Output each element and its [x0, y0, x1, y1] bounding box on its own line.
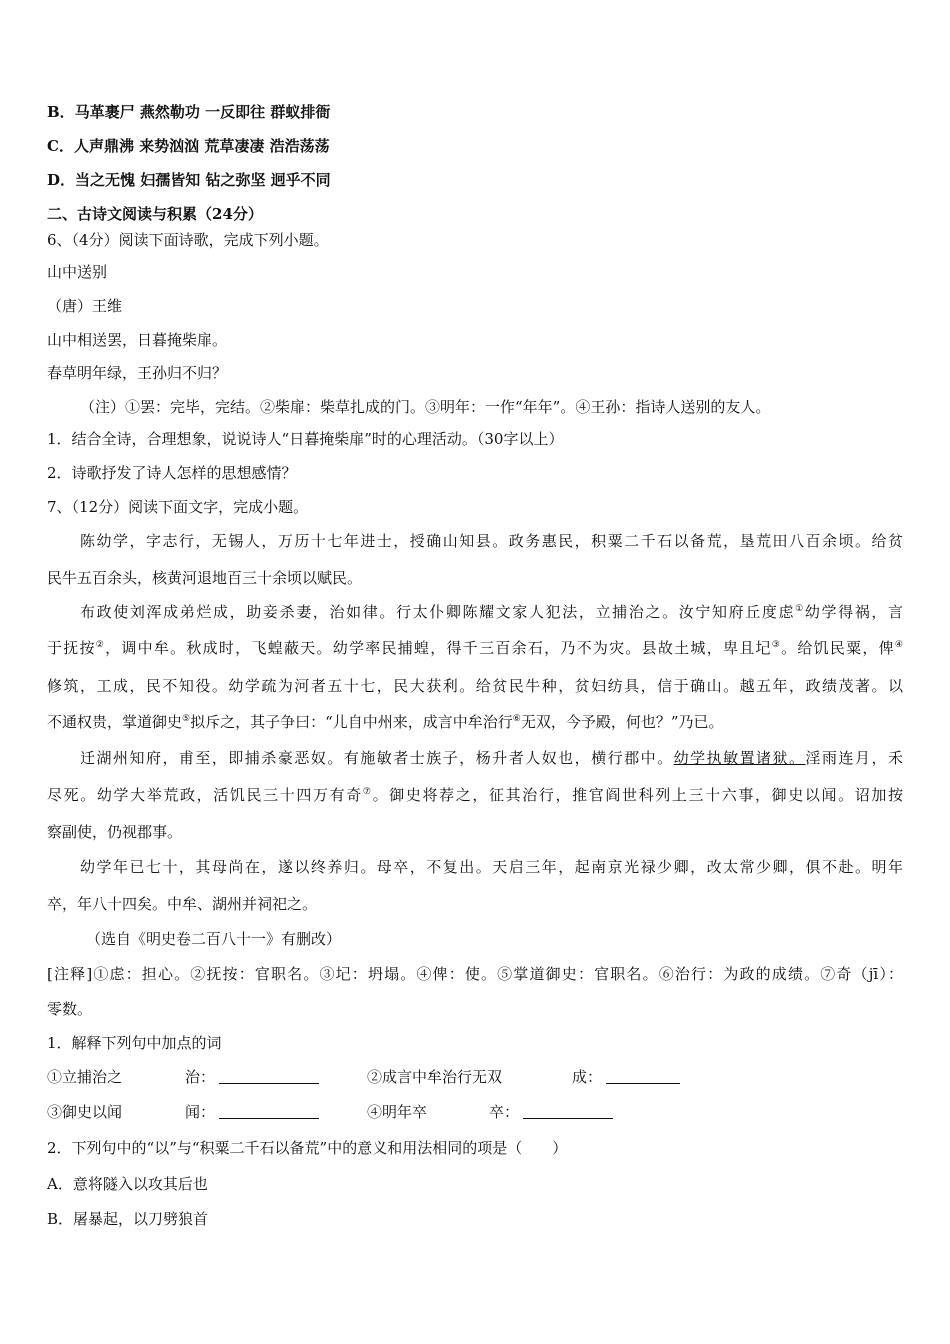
passage-p1-line2: 民牛五百余头，核黄河退地百三十余顷以赋民。	[47, 569, 363, 587]
option-b	[47, 102, 330, 122]
word-phrase-4: ④明年卒	[367, 1103, 428, 1121]
option-label: B．	[47, 103, 75, 121]
passage-p4-line1: 幼学年已七十，其母尚在，遂以终养归。母卒，不复出。天启三年，起南京光禄少卿，改太常少卿，俱不赴。明年	[80, 858, 903, 876]
section-title: 二、古诗文阅读与积累（24分）	[47, 205, 263, 223]
poem-line-1: 山中相送罢，日暮掩柴扉。	[47, 331, 228, 349]
passage-p2-line3: 修筑，工成，民不知役。幼学疏为河者五十七，民大获利。给贫民牛种，贫妇纺具，信于确山。越五年，政绩茂著。以	[47, 677, 903, 695]
q6-header: 6、（4分）阅读下面诗歌，完成下列小题。	[47, 231, 329, 249]
passage-p2-line4: 不通权贵，掌道御史⑤拟斥之，其子争曰：“儿自中州来，成言中牟治行⑥无双，今予殿，何也？”乃已。	[47, 713, 724, 731]
passage-p1-line1: 陈幼学，字志行，无锡人，万历十七年进士，授确山知县。政务惠民，积粟二千石以备荒，垦荒田八百余顷。给贫	[80, 532, 903, 550]
word-blank-1: 治：	[185, 1067, 319, 1087]
poem-note: （注）①罢：完毕，完结。②柴扉：柴草扎成的门。③明年：一作“年年”。④王孙：指诗人送别的友人。	[80, 398, 771, 416]
answer-blank[interactable]	[219, 1069, 319, 1084]
q7-sub1: 1．解释下列句中加点的词	[47, 1034, 222, 1052]
passage-p3-line1: 迁湖州知府，甫至，即捕杀豪恶奴。有施敏者士族子，杨升者人奴也，横行郡中。幼学执敏置诸狱。淫雨连月，禾	[80, 749, 903, 767]
q7-header: 7、（12分）阅读下面文字，完成小题。	[47, 498, 309, 516]
passage-source: （选自《明史卷二百八十一》有删改）	[86, 930, 342, 948]
word-blank-4: 卒：	[489, 1102, 613, 1122]
underlined-sentence: 幼学执敏置诸狱。	[673, 749, 806, 767]
annotation-line2: 零数。	[47, 1000, 93, 1018]
word-blank-3: 闻：	[185, 1102, 319, 1122]
option-c	[47, 136, 330, 156]
option-label: D．	[47, 171, 76, 189]
answer-blank[interactable]	[219, 1104, 319, 1119]
option-text: 当之无愧 妇孺皆知 钻之弥坚 迥乎不同	[75, 171, 331, 189]
q7-sub2: 2．下列句中的“以”与“积粟二千石以备荒”中的意义和用法相同的项是（ ）	[47, 1139, 568, 1157]
poem-title: 山中送别	[47, 263, 108, 281]
passage-p2-line1: 布政使刘浑成弟烂成，助妾杀妻，治如律。行太仆卿陈耀文家人犯法，立捕治之。汝宁知府丘度虑①幼学得祸，言	[80, 603, 903, 621]
passage-p3-line2: 尽死。幼学大举荒政，活饥民三十四万有奇⑦。御史将荐之，征其治行，推官阎世科列上三十六事，御史以闻。诏加按	[47, 786, 903, 804]
poem-line-2: 春草明年绿，王孙归不归？	[47, 364, 228, 382]
q6-sub2: 2．诗歌抒发了诗人怎样的思想感情？	[47, 464, 297, 482]
poem-author: （唐）王维	[47, 297, 123, 315]
word-phrase-3: ③御史以闻	[47, 1103, 123, 1121]
word-phrase-1: ①立捕治之	[47, 1068, 123, 1086]
word-blank-2: 成：	[572, 1067, 680, 1087]
passage-p2-line2: 于抚按②，调中牟。秋成时，飞蝗蔽天。幼学率民捕蝗，得千三百余石，乃不为灾。县故土城，卑且圮③。给饥民粟，俾④	[47, 639, 903, 657]
passage-p4-line2: 卒，年八十四矣。中牟、湖州并祠祀之。	[47, 895, 318, 913]
answer-blank[interactable]	[606, 1069, 680, 1084]
option-label: C．	[47, 137, 74, 155]
option-text: 马革裹尸 燕然勒功 一反即往 群蚁排衙	[74, 103, 331, 121]
word-phrase-2: ②成言中牟治行无双	[367, 1068, 503, 1086]
annotation-line1: [注释]①虑：担心。②抚按：官职名。③圮：坍塌。④俾：使。⑤掌道御史：官职名。⑥治行：为政的成绩。⑦奇（jī）：	[47, 965, 903, 983]
option-text: 人声鼎沸 来势汹汹 荒草凄凄 浩浩荡荡	[73, 137, 330, 155]
choice-a: A．意将隧入以攻其后也	[47, 1175, 208, 1193]
choice-b: B．屠暴起，以刀劈狼首	[47, 1210, 209, 1228]
passage-p3-line3: 察副使，仍视郡事。	[47, 823, 183, 841]
option-d	[47, 170, 331, 190]
q6-sub1: 1．结合全诗，合理想象，说说诗人“日暮掩柴扉”时的心理活动。（30字以上）	[47, 430, 564, 448]
answer-blank[interactable]	[523, 1104, 613, 1119]
